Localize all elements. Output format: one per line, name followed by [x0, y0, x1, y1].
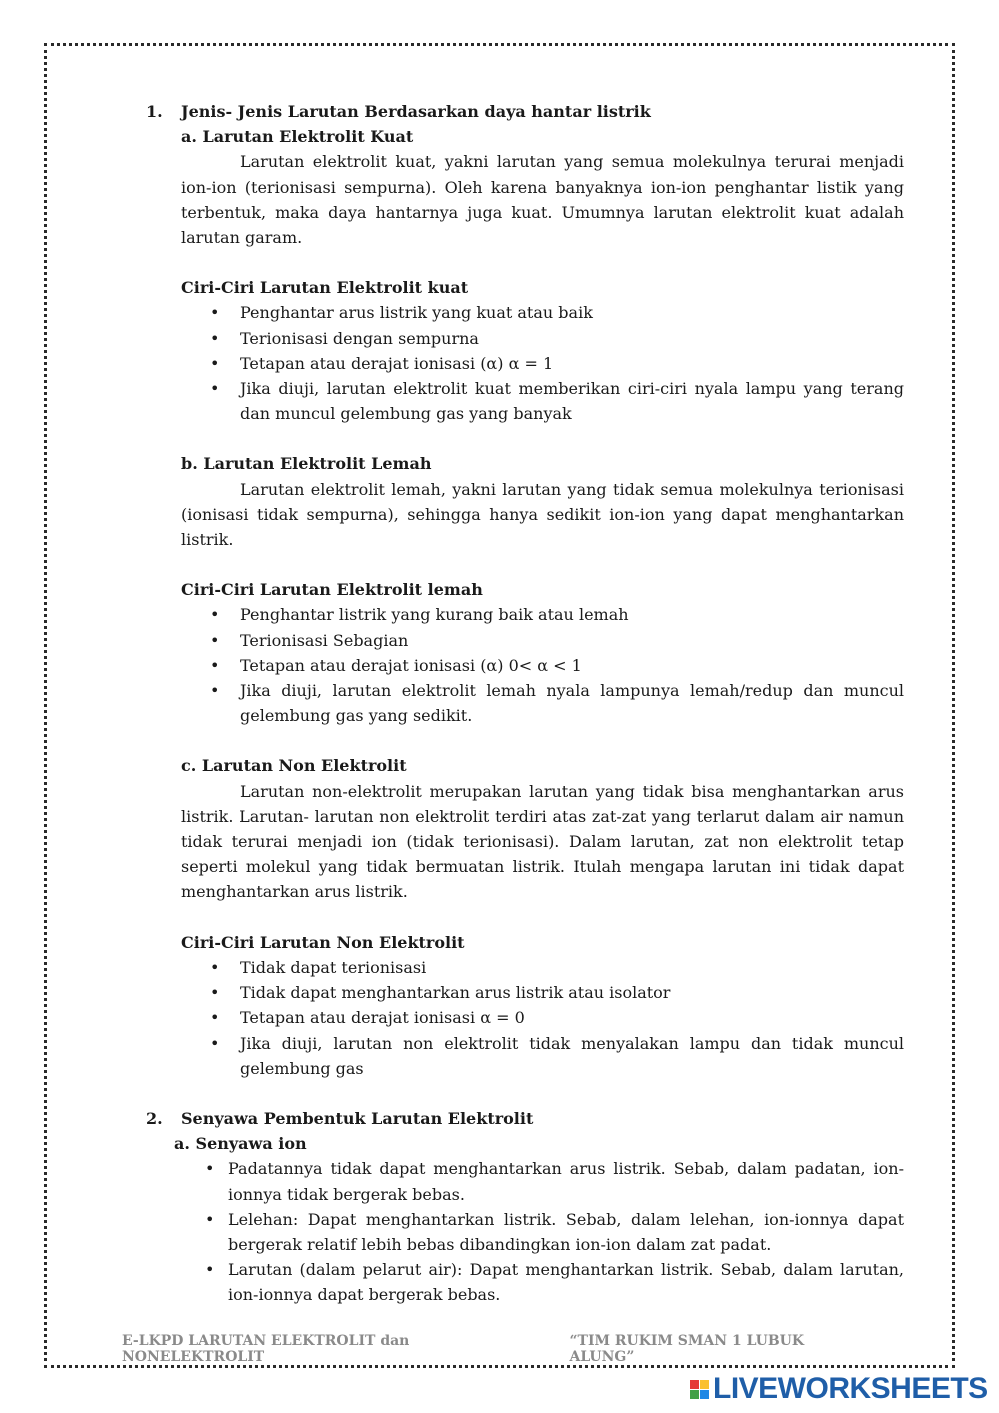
ciri-kuat-list	[146, 300, 904, 426]
footer-left: E-LKPD LARUTAN ELEKTROLIT dan NONELEKTROLIT	[122, 1333, 410, 1365]
section-1-heading	[146, 99, 904, 124]
ciri-kuat-title: Ciri-Ciri Larutan Elektrolit kuat	[181, 278, 469, 298]
list-item: • Tidak dapat menghantarkan arus listrik atau isolator	[240, 980, 904, 1005]
ciri-non-elektrolit-list	[146, 955, 904, 1081]
list-item: • Tidak dapat terionisasi	[240, 955, 904, 980]
page-footer	[122, 1333, 862, 1365]
list-item: • Tetapan atau derajat ionisasi (α) α = 1	[240, 351, 904, 376]
liveworksheets-logo[interactable]	[690, 1373, 988, 1405]
section-2-heading	[146, 1106, 904, 1131]
section-1-title: Jenis- Jenis Larutan Berdasarkan daya hantar listrik	[181, 102, 651, 121]
worksheet-content	[146, 99, 904, 1308]
list-item: • Tetapan atau derajat ionisasi (α) 0< α < 1	[240, 653, 904, 678]
list-item: • Jika diuji, larutan elektrolit kuat memberikan ciri-ciri nyala lampu yang terang dan muncul gelembung gas yang banyak	[240, 376, 904, 426]
subsection-a-paragraph: Larutan elektrolit kuat, yakni larutan yang semua molekulnya terurai menjadi ion-ion (terionisasi sempurna). Oleh karena banyaknya ion-ion penghantar listik yang terbentuk, maka daya hantarnya juga kuat. Umumnya larutan elektrolit kuat adalah larutan garam.	[181, 152, 904, 248]
ciri-lemah-title: Ciri-Ciri Larutan Elektrolit lemah	[181, 580, 483, 600]
list-item: • Jika diuji, larutan non elektrolit tidak menyalakan lampu dan tidak muncul gelembung gas	[240, 1031, 904, 1081]
senyawa-ion-list	[146, 1156, 904, 1307]
ciri-non-elektrolit-title: Ciri-Ciri Larutan Non Elektrolit	[181, 932, 465, 952]
list-item: • Lelehan: Dapat menghantarkan listrik. Sebab, dalam lelehan, ion-ionnya dapat bergerak relatif lebih bebas dibandingkan ion-ion dalam zat padat.	[228, 1207, 904, 1257]
subsection-c-title: c. Larutan Non Elektrolit	[181, 756, 407, 776]
list-item: • Penghantar listrik yang kurang baik atau lemah	[240, 602, 904, 627]
list-item: • Larutan (dalam pelarut air): Dapat menghantarkan listrik. Sebab, dalam larutan, ion-ionnya dapat bergerak bebas.	[228, 1257, 904, 1307]
ciri-lemah-list	[146, 602, 904, 728]
footer-right: “TIM RUKIM SMAN 1 LUBUK ALUNG”	[569, 1333, 805, 1365]
liveworksheets-logo-icon	[690, 1380, 709, 1399]
senyawa-ion-title: a. Senyawa ion	[174, 1134, 307, 1154]
section-1-number: 1.	[146, 102, 163, 121]
list-item: • Tetapan atau derajat ionisasi α = 0	[240, 1005, 904, 1030]
subsection-b-title: b. Larutan Elektrolit Lemah	[181, 454, 432, 474]
list-item: • Padatannya tidak dapat menghantarkan arus listrik. Sebab, dalam padatan, ion-ionnya tidak bergerak bebas.	[228, 1156, 904, 1206]
section-2-title: Senyawa Pembentuk Larutan Elektrolit	[181, 1108, 534, 1128]
list-item: • Jika diuji, larutan elektrolit lemah nyala lampunya lemah/redup dan muncul gelembung gas yang sedikit.	[240, 678, 904, 728]
subsection-a-title: a. Larutan Elektrolit Kuat	[181, 127, 414, 147]
list-item: • Terionisasi Sebagian	[240, 628, 904, 653]
list-item: • Terionisasi dengan sempurna	[240, 326, 904, 351]
subsection-b-paragraph: Larutan elektrolit lemah, yakni larutan yang tidak semua molekulnya terionisasi (ionisasi tidak sempurna), sehingga hanya sedikit ion-ion yang dapat menghantarkan listrik.	[181, 479, 904, 550]
liveworksheets-logo-text: LIVEWORKSHEETS	[713, 1372, 988, 1405]
section-2-number: 2.	[146, 1108, 163, 1128]
subsection-c-paragraph: Larutan non-elektrolit merupakan larutan yang tidak bisa menghantarkan arus listrik. Larutan- larutan non elektrolit terdiri atas zat-zat yang terlarut dalam air namun tidak terurai menjadi ion (tidak terionisasi). Dalam larutan, zat non elektrolit tetap seperti molekul yang tidak bermuatan listrik. Itulah mengapa larutan ini tidak dapat menghantarkan arus listrik.	[181, 781, 904, 902]
list-item: • Penghantar arus listrik yang kuat atau baik	[240, 300, 904, 325]
